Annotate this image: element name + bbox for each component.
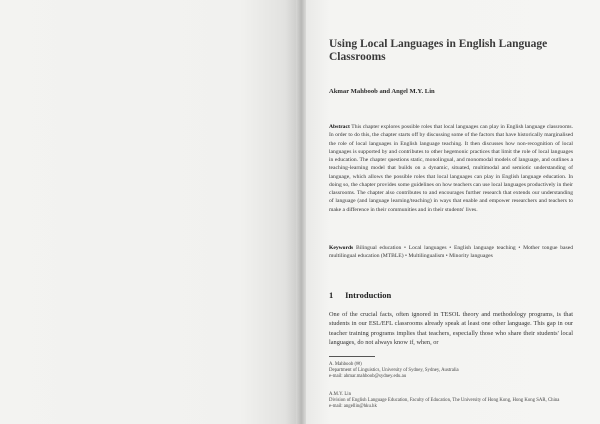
affiliation-block <box>329 362 573 381</box>
keywords-text: Bilingual education • Local languages • English language teaching • Mother tongue based multilingual education (MTBLE) • Multilingualism • Minority languages <box>329 245 573 260</box>
affiliation-name: A.M.Y. Lin <box>329 392 352 397</box>
affiliation-email: e-mail: angellin@hku.hk <box>329 404 377 410</box>
abstract-text: This chapter explores possible roles that local languages can play in English language classrooms. In order to do this, the chapter starts off by discussing some of the factors that have historically marginalised the role of local languages in English language teaching. It then discusses how non-recognition of local languages is supported by and contributes to other hegemonic practices that limit the role of local languages in education. The chapter questions static, monolingual, and monomodal models of language, and outlines a teaching-learning model that builds on a dynamic, situated, multimodal and semiotic understanding of language, which allows the possible roles that local languages can play in English language education. In doing so, the chapter provides some guidelines on how teachers can use local languages productively in their classrooms. The chapter also contributes to and encourages further research that extends our understanding of language (and language learning/teaching) in ways that enable and empower researchers and teachers to make a difference in their communities and in their students' lives. <box>329 124 573 213</box>
section-number: 1 <box>329 290 334 300</box>
abstract-label: Abstract <box>329 124 350 130</box>
affiliation-name: A. Mahboob (✉) <box>329 362 362 367</box>
affiliation-department: Department of Linguistics, University of Sydney, Sydney, Australia <box>329 368 459 374</box>
affiliation-department: Division of English Language Education, Faculty of Education, The University of Hong Kong, Hong Kong SAR, China <box>329 398 560 404</box>
introduction-paragraph: One of the crucial facts, often ignored in TESOL theory and methodology programs, is that students in our ESL/EFL classrooms already speak at least one other language. This gap in our teacher training programs implies that teachers, especially those who share their students' local languages, do not always know if, when, or <box>329 311 573 346</box>
chapter-title: Using Local Languages in English Language Classrooms <box>329 38 548 63</box>
abstract-paragraph <box>329 123 573 214</box>
section-heading <box>329 290 391 300</box>
keywords-paragraph <box>329 244 573 261</box>
footnote-rule <box>329 356 375 357</box>
affiliation-email: e-mail: ahmar.mahboob@sydney.edu.au <box>329 374 407 380</box>
affiliation-block <box>329 392 573 411</box>
chapter-authors: Akmar Mahboob and Angel M.Y. Lin <box>329 88 435 95</box>
keywords-label: Keywords <box>329 245 354 251</box>
section-title: Introduction <box>345 290 392 300</box>
